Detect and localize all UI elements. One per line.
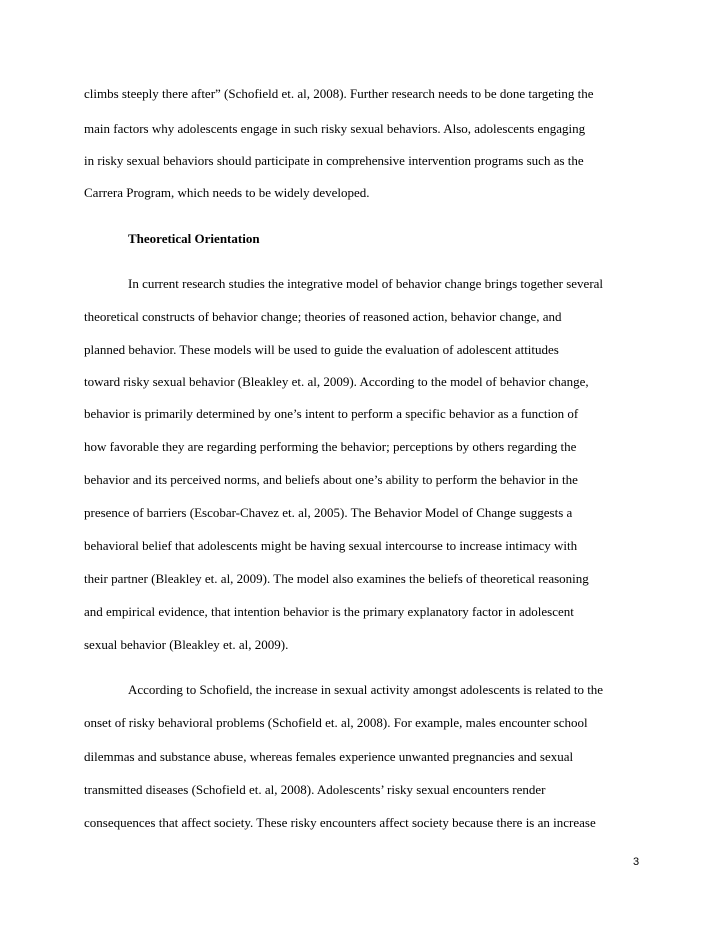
paragraph-1-line: in risky sexual behaviors should participate in comprehensive intervention programs such as the [84,153,584,168]
paragraph-1-line: main factors why adolescents engage in such risky sexual behaviors. Also, adolescents engaging [84,121,586,136]
paragraph-3-line: onset of risky behavioral problems (Schofield et. al, 2008). For example, males encounter school [84,715,588,730]
paragraph-2-line: In current research studies the integrative model of behavior change brings together several [128,276,604,291]
section-heading: Theoretical Orientation [128,231,260,246]
paragraph-3-line: dilemmas and substance abuse, whereas females experience unwanted pregnancies and sexual [84,749,574,764]
paragraph-1-line: Carrera Program, which needs to be widely developed. [84,185,370,200]
page-number: 3 [633,856,640,868]
paragraph-1-line: climbs steeply there after” (Schofield et. al, 2008). Further research needs to be done targeting the [84,86,594,101]
paragraph-2-line: behavioral belief that adolescents might be having sexual intercourse to increase intimacy with [84,538,578,553]
paragraph-2-line: their partner (Bleakley et. al, 2009). The model also examines the beliefs of theoretical reasoning [84,571,589,586]
paragraph-2-line: toward risky sexual behavior (Bleakley et. al, 2009). According to the model of behavior change, [84,374,589,389]
paragraph-2-line: and empirical evidence, that intention behavior is the primary explanatory factor in adolescent [84,604,574,619]
paragraph-2-line: behavior is primarily determined by one’s intent to perform a specific behavior as a function of [84,406,579,421]
paragraph-2-line: sexual behavior (Bleakley et. al, 2009). [84,637,289,652]
paragraph-2-line: theoretical constructs of behavior change; theories of reasoned action, behavior change, and [84,309,562,324]
paragraph-2-line: presence of barriers (Escobar-Chavez et. al, 2005). The Behavior Model of Change suggests a [84,505,573,520]
paragraph-3-line: transmitted diseases (Schofield et. al, 2008). Adolescents’ risky sexual encounters render [84,782,546,797]
paragraph-2-line: behavior and its perceived norms, and beliefs about one’s ability to perform the behavior in the [84,472,578,487]
paragraph-2-line: planned behavior. These models will be used to guide the evaluation of adolescent attitudes [84,342,559,357]
paragraph-2-line: how favorable they are regarding performing the behavior; perceptions by others regarding the [84,439,577,454]
paragraph-3-line: consequences that affect society. These risky encounters affect society because there is an increase [84,815,596,830]
paragraph-3-line: According to Schofield, the increase in sexual activity amongst adolescents is related to the [128,682,604,697]
